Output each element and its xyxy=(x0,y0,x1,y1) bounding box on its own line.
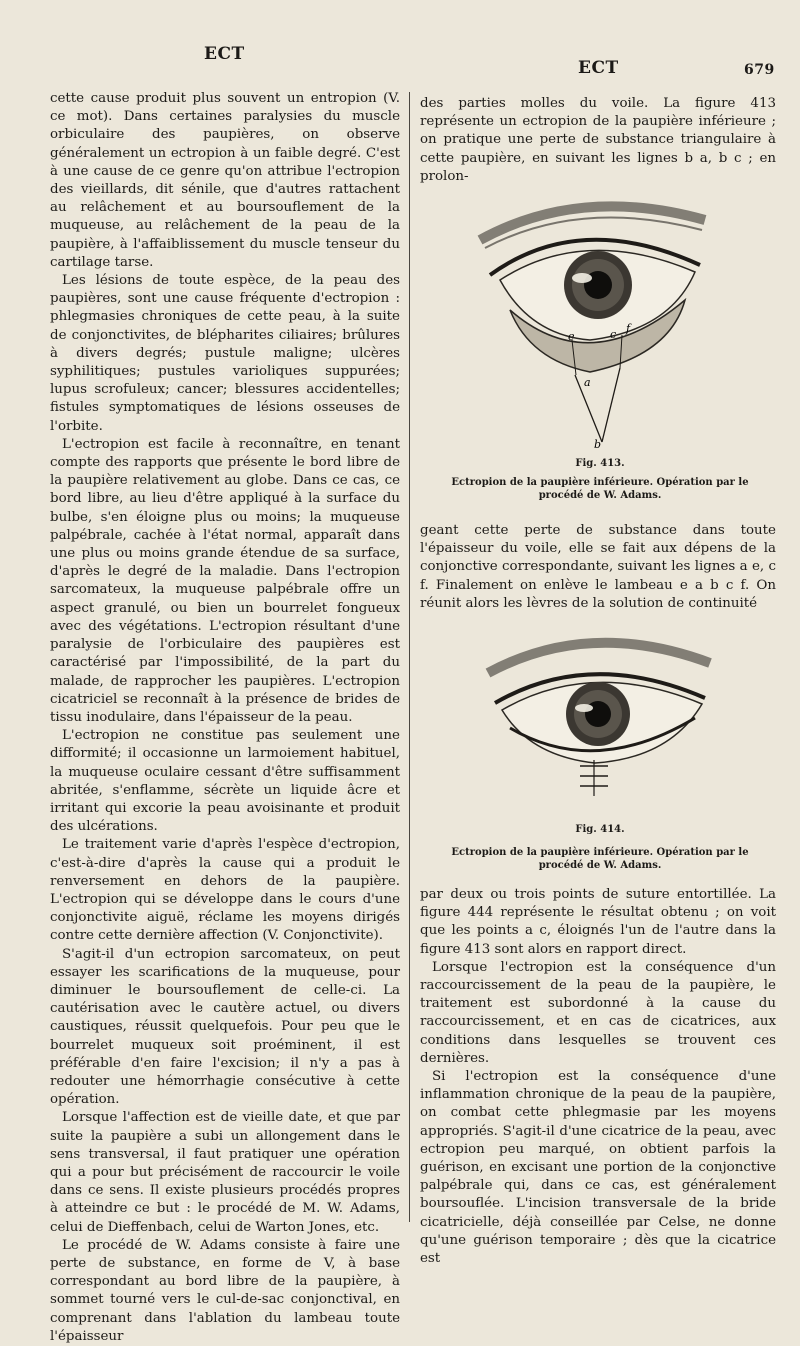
figure-414-label: Fig. 414. xyxy=(575,824,625,835)
right-column-top xyxy=(420,95,776,186)
right-column-bottom xyxy=(420,886,776,1268)
left-column xyxy=(50,90,400,1346)
paragraph: L'ectropion ne constitue pas seulement une difformité; il occasionne un larmoiement habituel, la muqueuse oculaire cessant d'être suffisamment abritée, s'enflamme, sécrète un liquide âcre et irritant qui excorie la peau avoisinante et produit des ulcérations. xyxy=(50,728,400,835)
figure-414-eye-illustration xyxy=(480,618,715,818)
right-column-middle xyxy=(420,522,776,613)
figure-414-caption: Ectropion de la paupière inférieure. Opération par le procédé de W. Adams. xyxy=(451,847,749,871)
paragraph: Si l'ectropion est la conséquence d'une inflammation chronique de la peau de la paupière, on combat cette phlegmasie par les moyens appropriés. S'agit-il d'une cicatrice de la peau, avec ectropion peu marqué, on obtient parfois la guérison, en excisant une portion de la conjonctive palpébrale qui, dans ce cas, est généralement boursouflée. L'incision transversale de la bride cicatricielle, déjà conseillée par Celse, ne donne qu'une guérison temporaire ; dès que la cicatrice est xyxy=(420,1069,776,1267)
paragraph: Lorsque l'ectropion est la conséquence d'un raccourcissement de la peau de la paupière, le traitement est subordonné à la cause du raccourcissement, et en cas de cicatrices, aux conditions dans lesquelles se trouvent ces dernières. xyxy=(420,959,776,1066)
paragraph: S'agit-il d'un ectropion sarcomateux, on peut essayer les scarifications de la muqueuse, pour diminuer le boursouflement de celle-ci. La cautérisation avec le cautère actuel, ou divers caustiques, réussit quelquefois. Pour peu que le bourrelet muqueux soit proéminent, il est préférable d'en faire l'excision; il n'y a pas à redouter une hémorrhagie consécutive à cette opération. xyxy=(50,946,400,1108)
paragraph: Lorsque l'affection est de vieille date, et que par suite la paupière a subi un allongement dans le sens transversal, il faut pratiquer une opération qui a pour but précisément de raccourcir le voile dans ce sens. Il existe plusieurs procédés propres à atteindre ce but : le procédé de M. W. Adams, celui de Dieffenbach, celui de Warton Jones, etc. xyxy=(50,1110,400,1235)
figure-413-caption: Ectropion de la paupière inférieure. Opération par le procédé de W. Adams. xyxy=(451,477,749,501)
paragraph: Le traitement varie d'après l'espèce d'ectropion, c'est-à-dire d'après la cause qui a produit le renversement en dehors de la paupière. L'ectropion qui se développe dans le cours d'une conjonctivite aiguë, réclame les moyens dirigés contre cette dernière affection (V. Conjonctivite). xyxy=(50,837,400,944)
paragraph: cette cause produit plus souvent un entropion (V. ce mot). Dans certaines paralysies du muscle orbiculaire des paupières, on observe généralement un ectropion à un faible degré. C'est à une cause de ce genre qu'on attribue l'ectropion des vieillards, dit sénile, que d'autres rattachent au relâchement et au boursouflement de la muqueuse, au relâchement de la peau de la paupière, à l'affaiblissement du muscle tenseur du cartilage tarse. xyxy=(50,91,400,270)
figure-letter: f xyxy=(626,322,631,335)
figure-413-eye-illustration xyxy=(470,180,715,450)
running-head-right: ECT xyxy=(578,58,619,78)
paragraph: L'ectropion est facile à reconnaître, en tenant compte des rapports que présente le bord libre de la paupière relativement au globe. Dans ce cas, ce bord libre, au lieu d'être appliqué à la surface du bulbe, s'en éloigne plus ou moins; la muqueuse palpébrale, cachée à l'état normal, apparaît dans une plus ou moins grande étendue de sa surface, d'après le degré de la maladie. Dans l'ectropion sarcomateux, la muqueuse palpébrale offre un aspect granulé, ou bien un bourrelet fongueux avec des végétations. L'ectropion résultant d'une paralysie de l'orbiculaire des paupières est caractérisé par l'impossibilité, de la part du malade, de rapprocher les paupières. L'ectropion cicatriciel se reconnaît à la présence de brides de tissu inodulaire, dans l'épaisseur de la peau. xyxy=(50,436,400,725)
figure-letter: c xyxy=(610,328,617,341)
page-number: 679 xyxy=(744,62,775,78)
paragraph: Le procédé de W. Adams consiste à faire une perte de substance, en forme de V, à base correspondant au bord libre de la paupière, à sommet tourné vers le cul-de-sac conjonctival, en comprenant dans l'ablation du lambeau toute l'épaisseur xyxy=(50,1237,400,1344)
paragraph: des parties molles du voile. La figure 413 représente un ectropion de la paupière inférieure ; on pratique une perte de substance triangulaire à cette paupière, en suivant les lignes b a, b c ; en prolon- xyxy=(420,96,776,184)
running-head-left: ECT xyxy=(204,44,245,64)
paragraph: par deux ou trois points de suture entortillée. La figure 444 représente le résultat obtenu ; on voit que les points a c, éloignés l'un de l'autre dans la figure 413 sont alors en rapport direct. xyxy=(420,887,776,957)
column-divider xyxy=(409,92,410,1222)
paragraph: Les lésions de toute espèce, de la peau des paupières, sont une cause fréquente d'ectropion : phlegmasies chroniques de cette peau, à la suite de conjonctivites, de blépharites ciliaires; brûlures à divers degrés; pustule maligne; ulcères syphilitiques; pustules varioliques suppurées; lupus scrofuleux; cancer; blessures accidentelles; fistules symptomatiques de lésions osseuses de l'orbite. xyxy=(50,273,400,434)
paragraph: geant cette perte de substance dans toute l'épaisseur du voile, elle se fait aux dépens de la conjonctive correspondante, suivant les lignes a e, c f. Finalement on enlève le lambeau e a b c f. On réunit alors les lèvres de la solution de continuité xyxy=(420,523,776,611)
figure-letter: a xyxy=(584,376,591,389)
figure-413-label: Fig. 413. xyxy=(575,458,625,469)
figure-letter: b xyxy=(594,438,602,450)
figure-letter: e xyxy=(568,330,575,343)
